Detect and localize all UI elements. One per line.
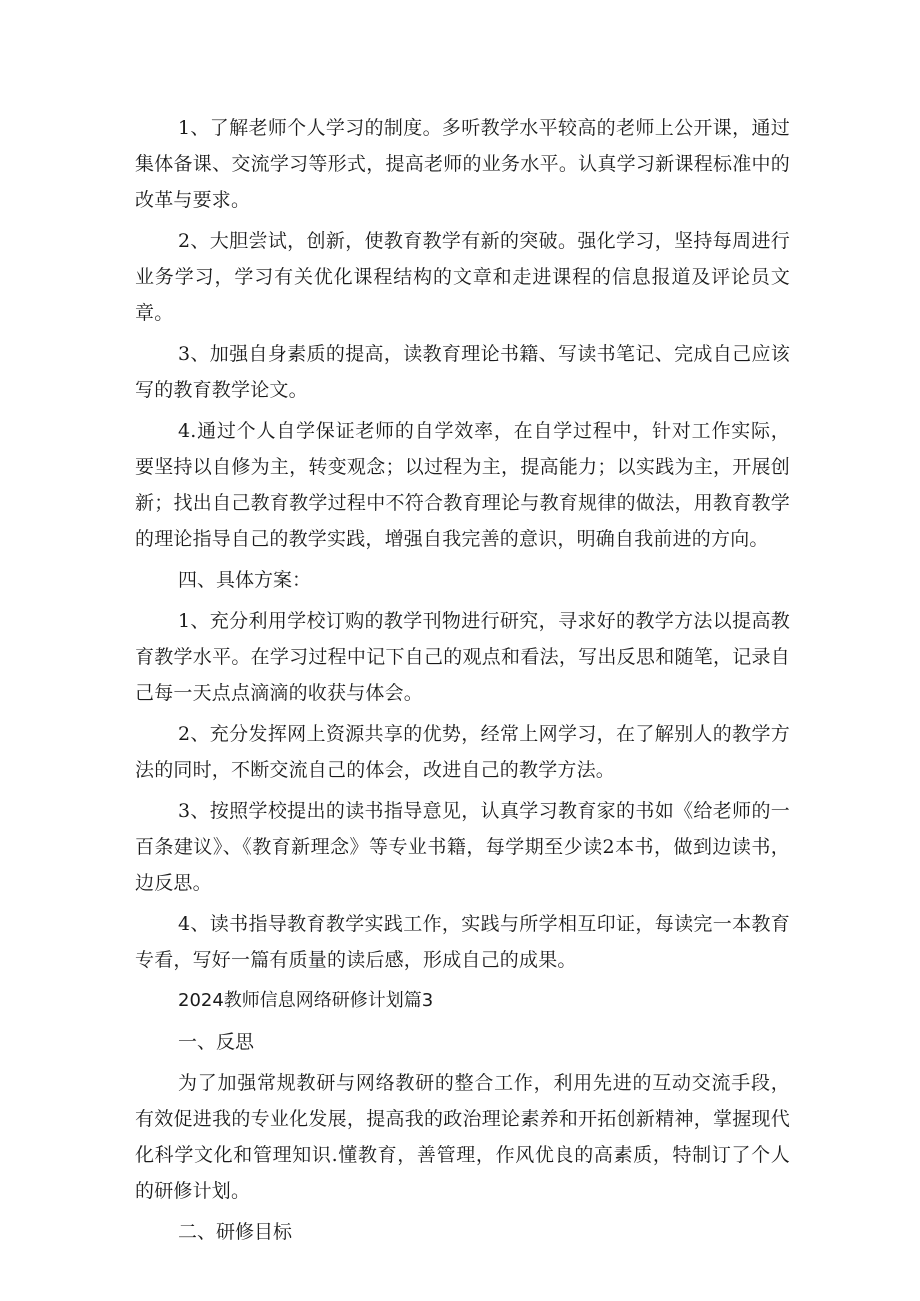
- paragraph-plan-item-3: 3、按照学校提出的读书指导意见，认真学习教育家的书如《给老师的一百条建议》、《教育新理念》等专业书籍，每学期至少读2本书，做到边读书，边反思。: [135, 800, 790, 894]
- paragraph-plan-item-1: 1、充分利用学校订购的教学刊物进行研究，寻求好的教学方法以提高教育教学水平。在学习过程中记下自己的观点和看法，写出反思和随笔，记录自己每一天点点滴滴的收获与体会。: [135, 610, 790, 704]
- paragraph-study-system: 1、了解老师个人学习的制度。多听教学水平较高的老师上公开课，通过集体备课、交流学习等形式，提高老师的业务水平。认真学习新课程标准中的改革与要求。: [135, 117, 790, 211]
- section-heading-specific-plan: 四、具体方案：: [178, 569, 312, 591]
- paragraph-self-study: 4.通过个人自学保证老师的自学效率，在自学过程中，针对工作实际，要坚持以自修为主，转变观念；以过程为主，提高能力；以实践为主，开展创新；找出自己教育教学过程中不符合教育理论与教育规律的做法，用教育教学的理论指导自己的教学实践，增强自我完善的意识，明确自我前进的方向。: [135, 420, 790, 550]
- paragraph-self-quality: 3、加强自身素质的提高，读教育理论书籍、写读书笔记、完成自己应该写的教育教学论文。: [135, 343, 790, 401]
- paragraph-plan-item-2: 2、充分发挥网上资源共享的优势，经常上网学习，在了解别人的教学方法的同时，不断交流自己的体会，改进自己的教学方法。: [135, 723, 790, 781]
- document-body: [135, 110, 790, 1255]
- paragraph-plan-item-4: 4、读书指导教育教学实践工作，实践与所学相互印证，每读完一本教育专看，写好一篇有质量的读后感，形成自己的成果。: [135, 913, 790, 971]
- section-heading-study-goals: 二、研修目标: [178, 1221, 293, 1243]
- article-title: 2024教师信息网络研修计划篇3: [178, 990, 434, 1011]
- paragraph-bold-attempt: 2、大胆尝试，创新，使教育教学有新的突破。强化学习，坚持每周进行业务学习，学习有关优化课程结构的文章和走进课程的信息报道及评论员文章。: [135, 230, 790, 324]
- paragraph-reflection: 为了加强常规教研与网络教研的整合工作，利用先进的互动交流手段，有效促进我的专业化发展，提高我的政治理论素养和开拓创新精神，掌握现代化科学文化和管理知识.懂教育，善管理，作风优良的高素质，特制订了个人的研修计划。: [135, 1072, 790, 1202]
- section-heading-reflection: 一、反思: [178, 1031, 255, 1053]
